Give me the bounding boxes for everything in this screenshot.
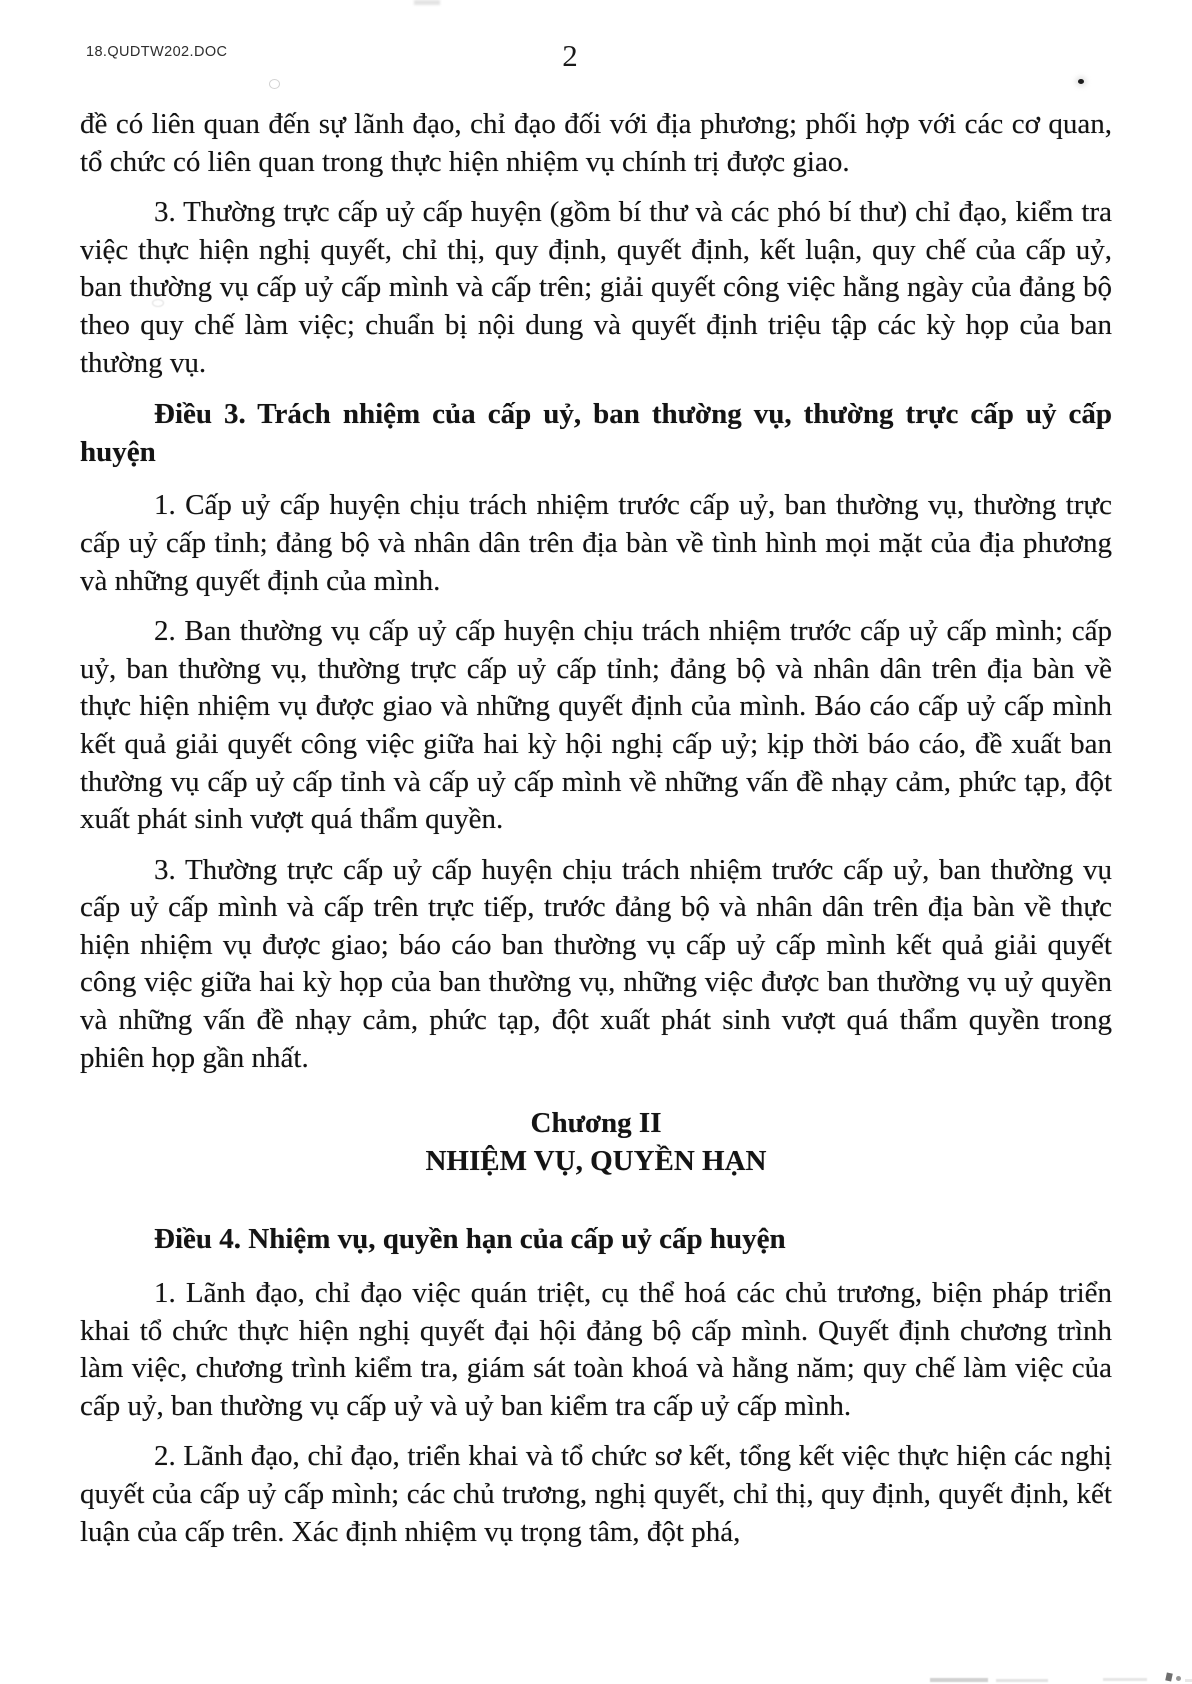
document-body: [80, 0, 1112, 1564]
article-4-clause-1: 1. Lãnh đạo, chỉ đạo việc quán triệt, cụ thể hoá các chủ trương, biện pháp triển khai tổ chức thực hiện nghị quyết đại hội đảng bộ cấp mình. Quyết định chương trình làm việc, chương trình kiểm tra, giám sát toàn khoá và hằng năm; quy chế làm việc của cấp uỷ, ban thường vụ cấp uỷ và uỷ ban kiểm tra cấp uỷ cấp mình.: [80, 1277, 1112, 1422]
chapter-2-label: Chương II: [530, 1107, 662, 1140]
scan-artifact-bottom-fleck: [1165, 1672, 1173, 1681]
article-4-clause-2: 2. Lãnh đạo, chỉ đạo, triển khai và tổ chức sơ kết, tổng kết việc thực hiện các nghị quyết của cấp uỷ cấp mình; các chủ trương, nghị quyết, chỉ thị, quy định, quyết định, kết luận của cấp trên. Xác định nhiệm vụ trọng tâm, đột phá,: [80, 1440, 1112, 1548]
chapter-2-heading: [80, 1105, 1112, 1180]
scan-artifact-bottom-edge: [996, 1679, 1048, 1682]
article-3-clause-1: 1. Cấp uỷ cấp huyện chịu trách nhiệm trước cấp uỷ, ban thường vụ, thường trực cấp uỷ cấp tỉnh; đảng bộ và nhân dân trên địa bàn về tình hình mọi mặt của địa phương và những quyết định của mình.: [80, 489, 1112, 597]
article-4-heading: Điều 4. Nhiệm vụ, quyền hạn của cấp uỷ cấp huyện: [154, 1223, 786, 1256]
article-3-clause-2: 2. Ban thường vụ cấp uỷ cấp huyện chịu trách nhiệm trước cấp uỷ cấp mình; cấp uỷ, ban thường vụ, thường trực cấp uỷ cấp tỉnh; đảng bộ và nhân dân trên địa bàn về thực hiện nhiệm vụ được giao và những quyết định của mình. Báo cáo cấp uỷ cấp mình kết quả giải quyết công việc giữa hai kỳ hội nghị cấp uỷ; kịp thời báo cáo, đề xuất ban thường vụ cấp uỷ cấp tỉnh và cấp uỷ cấp mình về những vấn đề nhạy cảm, phức tạp, đột xuất phát sinh vượt quá thẩm quyền.: [80, 615, 1112, 836]
scan-artifact-bottom-edge: [930, 1678, 988, 1682]
document-filename: 18.QUDTW202.DOC: [86, 44, 228, 60]
page-number: 2: [562, 38, 578, 73]
scan-artifact-bottom-edge: [1103, 1678, 1147, 1681]
article-3-clause-3: 3. Thường trực cấp uỷ cấp huyện chịu trách nhiệm trước cấp uỷ, ban thường vụ cấp uỷ cấp mình và cấp trên trực tiếp, trước đảng bộ và nhân dân trên địa bàn về thực hiện nhiệm vụ được giao; báo cáo ban thường vụ cấp uỷ cấp mình kết quả giải quyết công việc giữa hai kỳ họp của ban thường vụ, những việc được ban thường vụ uỷ quyền và những vấn đề nhạy cảm, phức tạp, đột xuất phát sinh vượt quá thẩm quyền trong phiên họp gần nhất.: [80, 853, 1112, 1074]
paragraph-clause-3-standing-committee: 3. Thường trực cấp uỷ cấp huyện (gồm bí thư và các phó bí thư) chỉ đạo, kiểm tra việc thực hiện nghị quyết, chỉ thị, quy định, quyết định, kết luận, quy chế của cấp uỷ, ban thường vụ cấp uỷ cấp mình và cấp trên; giải quyết công việc hằng ngày của đảng bộ theo quy chế làm việc; chuẩn bị nội dung và quyết định triệu tập các kỳ họp của ban thường vụ.: [80, 196, 1112, 379]
paragraph-continuation-from-previous-page: đề có liên quan đến sự lãnh đạo, chỉ đạo đối với địa phương; phối hợp với các cơ quan, tổ chức có liên quan trong thực hiện nhiệm vụ chính trị được giao.: [80, 108, 1112, 178]
scan-artifact-bottom-fleck: [1176, 1676, 1181, 1681]
chapter-2-title: NHIỆM VỤ, QUYỀN HẠN: [425, 1144, 767, 1177]
scan-artifact-bottom-edge: [1185, 1679, 1192, 1682]
article-3-heading: Điều 3. Trách nhiệm của cấp uỷ, ban thường vụ, thường trực cấp uỷ cấp huyện: [80, 398, 1112, 468]
